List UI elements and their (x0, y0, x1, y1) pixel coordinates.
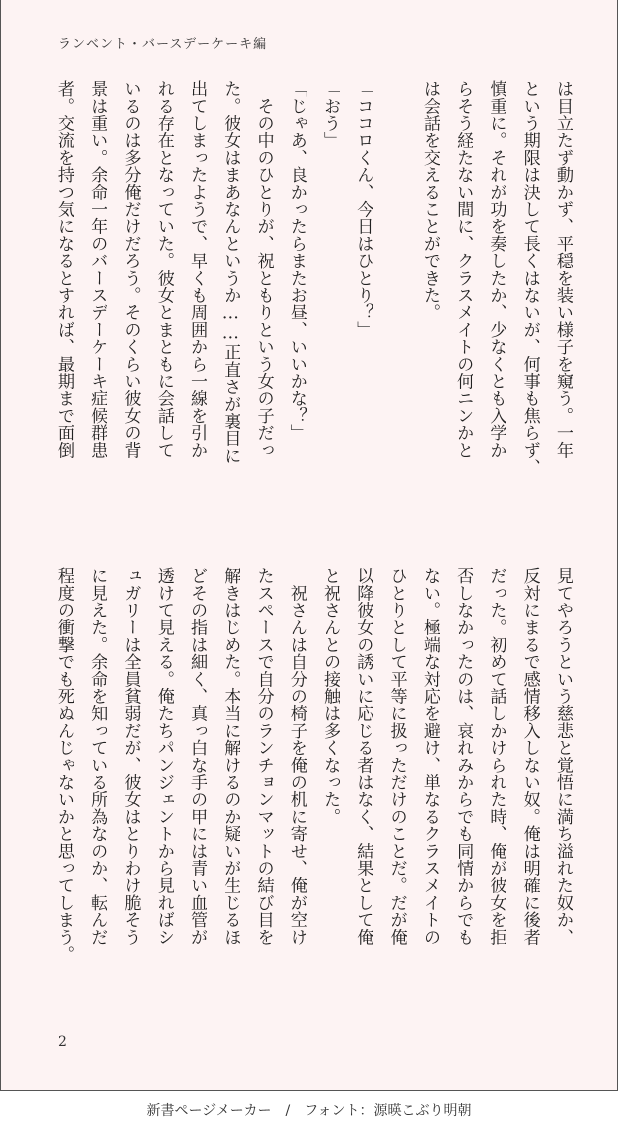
text-line: と祝さんとの接触は多くなった。 (320, 567, 341, 825)
text-line: その中のひとりが、祝ともりという女の子だっ (253, 80, 274, 459)
text-line: 「おう」 (320, 80, 341, 149)
text-line: ない。極端な対応を避け、単なるクラスメイトの (419, 567, 440, 946)
text-line: らそう経たない間に、クラスメイトの何ニンかと (453, 80, 474, 459)
running-head: ランベント・バースデーケーキ編 (58, 37, 268, 52)
text-line: た。彼女はまあなんというか……正直さが裏目に (220, 80, 241, 464)
text-line: 「じゃあ、良かったらまたお昼、いいかな？」 (286, 80, 307, 442)
text-line: 透けて見える。俺たちパンジェントから見ればシ (153, 567, 174, 946)
text-line: たスペースで自分のランチョンマットの結び目を (253, 567, 274, 946)
text-line: 解きはじめた。本当に解けるのか疑いが生じるほ (220, 567, 241, 946)
text-line: は目立たず動かず、平穏を装い様子を窺う。一年 (552, 80, 573, 459)
text-line: 程度の衝撃でも死ぬんじゃないかと思ってしまう。 (54, 567, 74, 963)
text-line: 出てしまったようで、早くも周囲から一線を引か (187, 80, 208, 459)
text-line: という期限は決して長くはないが、何事も焦らず、 (519, 80, 540, 476)
page-number: 2 (58, 1034, 67, 1050)
text-line: 反対にまるで感情移入しない奴。俺は明確に後者 (519, 567, 540, 946)
text-line: いるのは多分俺だけだろう。そのくらい彼女の背 (120, 80, 141, 459)
text-line: は会話を交えることができた。 (419, 80, 440, 321)
text-line: 以降彼女の誘いに応じる者はなく、結果として俺 (353, 567, 374, 946)
blank-line (386, 80, 407, 535)
lower-text-column (53, 567, 573, 1022)
text-line: ひとりとして平等に扱っただけのことだ。だが俺 (386, 567, 407, 946)
text-line: どその指は細く、真っ白な手の甲には青い血管が (187, 567, 208, 946)
text-line: 否しなかったのは、哀れみからでも同情からでも (453, 567, 474, 946)
text-line: 景は重い。余命一年のバースデーケーキ症候群患 (87, 80, 108, 459)
footer-credit: 新書ページメーカー / フォント：源暎こぶり明朝 (146, 1103, 472, 1119)
text-line: に見えた。余命を知っている所為なのか、転んだ (87, 567, 108, 946)
text-line: 慎重に。それが功を奏したか、少なくとも入学か (486, 80, 507, 459)
text-line: だった。初めて話しかけられた時、俺が彼女を拒 (486, 567, 507, 946)
text-line: 「ココロくん、今日はひとり？」 (353, 80, 374, 338)
text-line: 者。交流を持つ気になるとすれば、最期まで面倒 (54, 80, 74, 459)
text-line: れる存在となっていた。彼女とまともに会話して (153, 80, 174, 459)
text-line: ュガリーは全員貧弱だが、彼女はとりわけ脆そう (120, 567, 141, 946)
text-line: 祝さんは自分の椅子を俺の机に寄せ、俺が空け (286, 567, 307, 946)
text-line: 見てやろうという慈悲と覚悟に満ち溢れた奴か、 (552, 567, 573, 946)
upper-text-column (53, 80, 573, 535)
